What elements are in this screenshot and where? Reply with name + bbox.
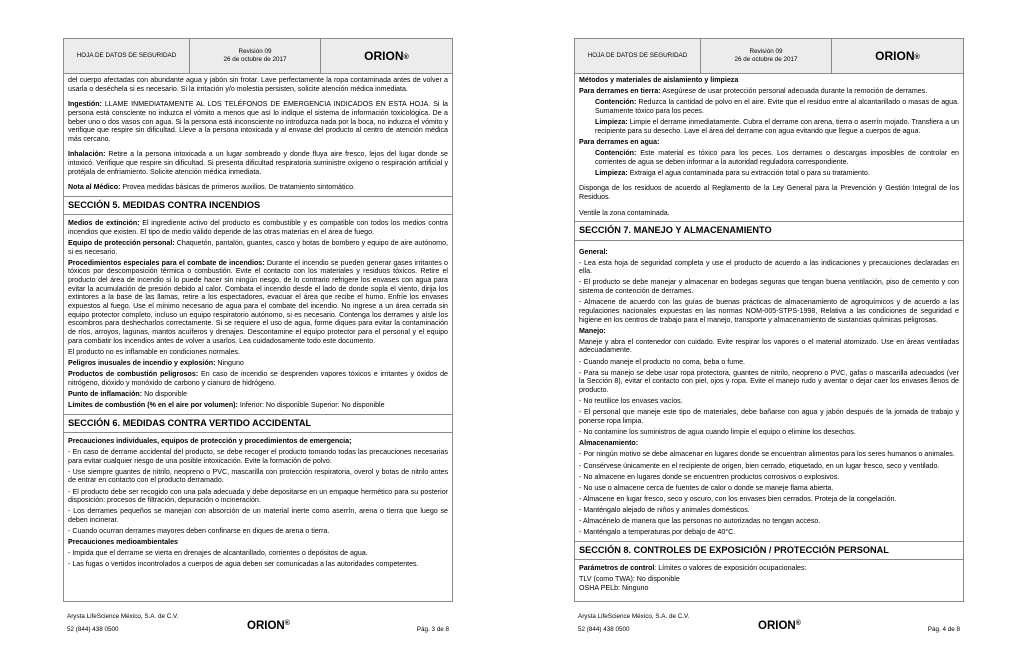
- list-item: - No use o almacene cerca de fuentes de calor o donde se maneje flama abierta.: [579, 483, 834, 492]
- footer-company: Arysta LifeScience México, S.A. de C.V.: [67, 613, 179, 620]
- footer-phone: 52 (844) 438 0500: [67, 626, 119, 633]
- agua-title: Para derrames en agua:: [579, 137, 660, 146]
- no-inflamable: El producto no es inflamable en condiciones normales.: [68, 347, 240, 356]
- list-item: - No reutilice los envases vacíos.: [579, 397, 683, 406]
- metodos-title: Métodos y materiales de aislamiento y limpieza: [579, 76, 739, 84]
- footer-brand: ORION®: [247, 620, 290, 632]
- page-3: [63, 38, 453, 602]
- list-item: Maneje y abra el contenedor con cuidado. Evite respirar los vapores o el material atomizado. Use en áreas ventiladas adecuadamente.: [579, 337, 959, 355]
- section-5-title: SECCIÓN 5. MEDIDAS CONTRA INCENDIOS: [64, 196, 452, 215]
- limpieza-paragraph: Limpieza: Limpie el derrame inmediatamente. Cubra el derrame con arena, tierra o aserrín mojado. Transfiera a un recipiente para su desecho. Lave el área del derrame con agua evitando que llegue a cuerpos de agua.: [595, 118, 959, 135]
- paragraph: del cuerpo afectadas con abundante agua y jabón sin frotar. Lave perfectamente la ropa contaminada antes de volver a usarla o deséchela si es necesario. Si la irritación y/o molestia persisten, solicite atención médica inmediata.: [68, 76, 448, 93]
- tierra-paragraph: Para derrames en tierra: Asegúrese de usar protección personal adecuada durante la remoción de derrames.: [579, 87, 928, 96]
- inhalacion-paragraph: Inhalación: Retire a la persona intoxicada a un lugar sombreado y donde fluya aire fresco, lejos del lugar donde se intoxicó. Verifique que respire sin dificultad. Si presenta dificultad respiratoria suministre oxígeno o respiración artificial y protéjala de enfriamiento. Solicite atención médica inmediata.: [68, 150, 448, 176]
- manejo-title: Manejo:: [579, 326, 606, 335]
- page-footer: [63, 613, 453, 637]
- page-4: [574, 38, 964, 602]
- medios-paragraph: Medios de extinción: El ingrediente activo del producto es combustible y es compatible con todos los medios contra incendios que existen. El tipo de medio válido depende de las otras materias en el área de fuego.: [68, 219, 448, 236]
- ingestion-paragraph: Ingestión: LLAME INMEDIATAMENTE AL LOS TELÉFONOS DE EMERGENCIA INDICADOS EN ESTA HOJA. Si la persona está consciente no induzca el vómito a menos que así lo indique el sistema de información toxicológica. De a beber uno o dos vasos con agua. Si la persona está inconsciente no introduzca nada por la boca, no induzca el vómito y verifique que respire sin dificultad. Lleve a la persona intoxicada y al envase del producto al centro de atención médica más cercano.: [68, 100, 448, 143]
- page-header: [64, 39, 452, 74]
- list-item: - Almacénelo de manera que las personas no autorizadas no tengan acceso.: [579, 517, 821, 526]
- section-8-title: SECCIÓN 8. CONTROLES DE EXPOSICIÓN / PROTECCIÓN PERSONAL: [575, 541, 963, 560]
- brand-reg: ®: [403, 51, 409, 61]
- revision-date: 26 de octubre de 2017: [734, 56, 798, 63]
- header-doc-type: HOJA DE DATOS DE SEGURIDAD: [64, 39, 190, 73]
- equipo-paragraph: Equipo de protección personal: Chaquetón, pantalón, guantes, casco y botas de bombero y equipo de aire autónomo, si es necesario.: [68, 239, 448, 256]
- punto-paragraph: Punto de inflamación: No disponible: [68, 389, 188, 398]
- page-body: [575, 74, 963, 593]
- page-footer: [574, 613, 964, 637]
- almacenamiento-title: Almacenamiento:: [579, 439, 639, 448]
- list-item: - Manténgalo alejado de niños y animales domésticos.: [579, 506, 750, 515]
- list-item: - Para su manejo se debe usar ropa protectora, guantes de nitrilo, neopreno o PVC, gafas o mascarilla adecuados (ver la Sección 8), evitar el contacto con piel, ojos y ropa. Evite el manejo rudo y aventar o dejar caer los envases llenos de producto.: [579, 368, 959, 395]
- list-item: - Las fugas o vertidos incontrolados a cuerpos de agua deben ser comunicadas a las autoridades competentes.: [68, 560, 419, 569]
- brand-reg: ®: [914, 51, 920, 61]
- list-item: - Lea esta hoja de seguridad completa y use el producto de acuerdo a las indicaciones y precauciones declaradas en ella.: [579, 258, 959, 276]
- list-item: - El producto se debe manejar y almacenar en bodegas seguras que tengan buena ventilación, piso de cemento y con sistema de contención de derrames.: [579, 278, 959, 296]
- procedimientos-paragraph: Procedimientos especiales para el combate de incendios: Durante el incendio se pueden generar gases irritantes o tóxicos por descomposición térmica o combustión. Evite el contacto con los materiales y residuos tóxicos. Retire el producto del área de incendio si lo puede hacer sin ningún riesgo, de lo contrario refrigere los envases con agua para evitar la acumulación de presión debido al calor. Combata el incendio desde el lado de donde sopla el viento, dirija los extintores a la base de las llamas, retire a los espectadores, evacuar el área que recibe el humo. Enfríe los envases expuestos al fuego. Use el mínimo necesario de agua para el combate del incendio. No ingrese a un área cerrada sin equipo protector completo, incluso un equipo respiratorio autónomo, si es necesario. Contenga los derrames y aísle los escombros para deshecharlos correctamente. Si se requiere el uso de agua, forme diques para evitar la contaminación de ríos, arroyos, lagunas, mantos acuíferos y drenajes. Descontamine el equipo protector para el personal y el equipo para combatir los incendios antes de volver a usarlos. Lea cuidadosamente todo este documento.: [68, 258, 448, 345]
- list-item: - No almacene en lugares donde se encuentren productos corrosivos o explosivos.: [579, 472, 840, 481]
- list-item: - Los derrames pequeños se manejan con absorción de un material inerte como aserrín, arena o tierra que luego se deben incinerar.: [68, 507, 448, 524]
- precauciones-list: [68, 448, 448, 536]
- limpieza-agua-paragraph: Limpieza: Extraiga el agua contaminada para su extracción total o para su tratamiento.: [595, 168, 870, 177]
- footer-page-number: Pág. 3 de 8: [416, 626, 449, 633]
- brand-name: ORION: [875, 49, 915, 63]
- header-revision: [701, 39, 832, 73]
- header-doc-type: HOJA DE DATOS DE SEGURIDAD: [575, 39, 701, 73]
- footer-brand: ORION®: [758, 620, 801, 632]
- precauciones-title: Precauciones individuales, equipos de protección y procedimientos de emergencia;: [68, 436, 352, 445]
- revision-label: Revisión 09: [238, 48, 272, 56]
- list-item: - Almacene en lugar fresco, seco y oscuro, con los envases bien cerrados. Proteja de la congelación.: [579, 494, 897, 503]
- list-item: - Use siempre guantes de nitrilo, neopreno o PVC, mascarilla con protección respiratoria, overol y botas de nitrilo antes de entrar en contacto con el producto derramado.: [68, 467, 448, 485]
- list-item: - Consérvese únicamente en el recipiente de origen, bien cerrado, etiquetado, en un lugar fresco, seco y ventilado.: [579, 461, 940, 470]
- footer-phone: 52 (844) 438 0500: [578, 626, 630, 633]
- general-title: General:: [579, 247, 608, 256]
- list-item: - Almacene de acuerdo con las guías de buenas prácticas de almacenamiento de agroquímicos y de acuerdo a las regulaciones nacionales expuestas en las normas NOM-005-STPS-1998, Relativa a las condiciones de seguridad e higiene en los centros de trabajo para el manejo, transporte y almacenamiento de sustancias químicas peligrosas.: [579, 298, 959, 324]
- page-header: [575, 39, 963, 74]
- list-item: - No contamine los suministros de agua cuando limpie el equipo o elimine los desechos.: [579, 428, 856, 437]
- revision-label: Revisión 09: [749, 48, 783, 56]
- list-item: - Manténgalo a temperaturas por debajo de 40°C.: [579, 528, 736, 537]
- footer-page-number: Pág. 4 de 8: [927, 626, 960, 633]
- revision-date: 26 de octubre de 2017: [223, 56, 287, 63]
- list-item: - Impida que el derrame se vierta en drenajes de alcantarillado, corrientes o depósitos de agua.: [68, 549, 368, 558]
- nota-paragraph: Nota al Médico: Provea medidas básicas de primeros auxilios. De tratamiento sintomático.: [68, 183, 356, 192]
- tlv-line: TLV (como TWA): No disponible: [579, 575, 680, 584]
- ventile-paragraph: Ventile la zona contaminada.: [579, 208, 670, 217]
- contencion-paragraph: Contención: Reduzca la cantidad de polvo en el aire. Evite que el residuo entre al alcantarillado o masas de agua. Sumamente tóxico para los peces.: [595, 98, 959, 115]
- header-brand: [832, 39, 963, 73]
- list-item: - En caso de derrame accidental del producto, se debe recoger el producto tomando todas las precauciones necesarias para evitar cualquier riesgo de una posible intoxicación. Evite la formación de polvo.: [68, 447, 448, 465]
- list-item: - Cuando maneje el producto no coma, beba o fume.: [579, 357, 746, 366]
- parametros-paragraph: Parámetros de control: Límites o valores de exposición ocupacionales:: [579, 564, 807, 573]
- section-7-title: SECCIÓN 7. MANEJO Y ALMACENAMIENTO: [575, 221, 963, 240]
- header-brand: [321, 39, 452, 73]
- osha-line: OSHA PELb: Ninguno: [579, 583, 649, 592]
- contencion-agua-paragraph: Contención: Este material es tóxico para los peces. Los derrames o descargas imposibles de controlar en corrientes de agua se deben informar a la autoridad reguladora correspondiente.: [595, 148, 959, 166]
- disponga-paragraph: Disponga de los residuos de acuerdo al Reglamento de la Ley General para la Prevención y Gestión Integral de los Residuos.: [579, 184, 959, 202]
- page-body: [64, 74, 452, 569]
- header-revision: [190, 39, 321, 73]
- peligros-paragraph: Peligros inusuales de incendio y explosión: Ninguno: [68, 358, 244, 367]
- list-item: - El producto debe ser recogido con una pala adecuada y debe depositarse en un empaque hermético para su posterior disposición: procesos de filtración, depuración o incineración.: [68, 487, 448, 505]
- productos-paragraph: Productos de combustión peligrosos: En caso de incendio se desprenden vapores tóxicos e irritantes y óxidos de nitrógeno, dióxido y monóxido de carbono y cianuro de hidrógeno.: [68, 370, 448, 387]
- list-item: - Cuando ocurran derrames mayores deben confinarse en diques de arena o tierra.: [68, 527, 330, 536]
- limites-paragraph: Límites de combustión (% en el aire por volumen): Inferior: No disponible Superior: No disponible: [68, 400, 385, 409]
- list-item: - Por ningún motivo se debe almacenar en lugares donde se encuentran alimentos para los seres humanos o animales.: [579, 450, 955, 459]
- section-6-title: SECCIÓN 6. MEDIDAS CONTRA VERTIDO ACCIDENTAL: [64, 414, 452, 433]
- footer-company: Arysta LifeScience México, S.A. de C.V.: [578, 613, 690, 620]
- precauciones-medioambientales-title: Precauciones medioambientales: [68, 538, 178, 547]
- brand-name: ORION: [364, 49, 404, 63]
- list-item: - El personal que maneje este tipo de materiales, debe bañarse con agua y jabón después de la jornada de trabajo y ponerse ropa limpia.: [579, 408, 959, 425]
